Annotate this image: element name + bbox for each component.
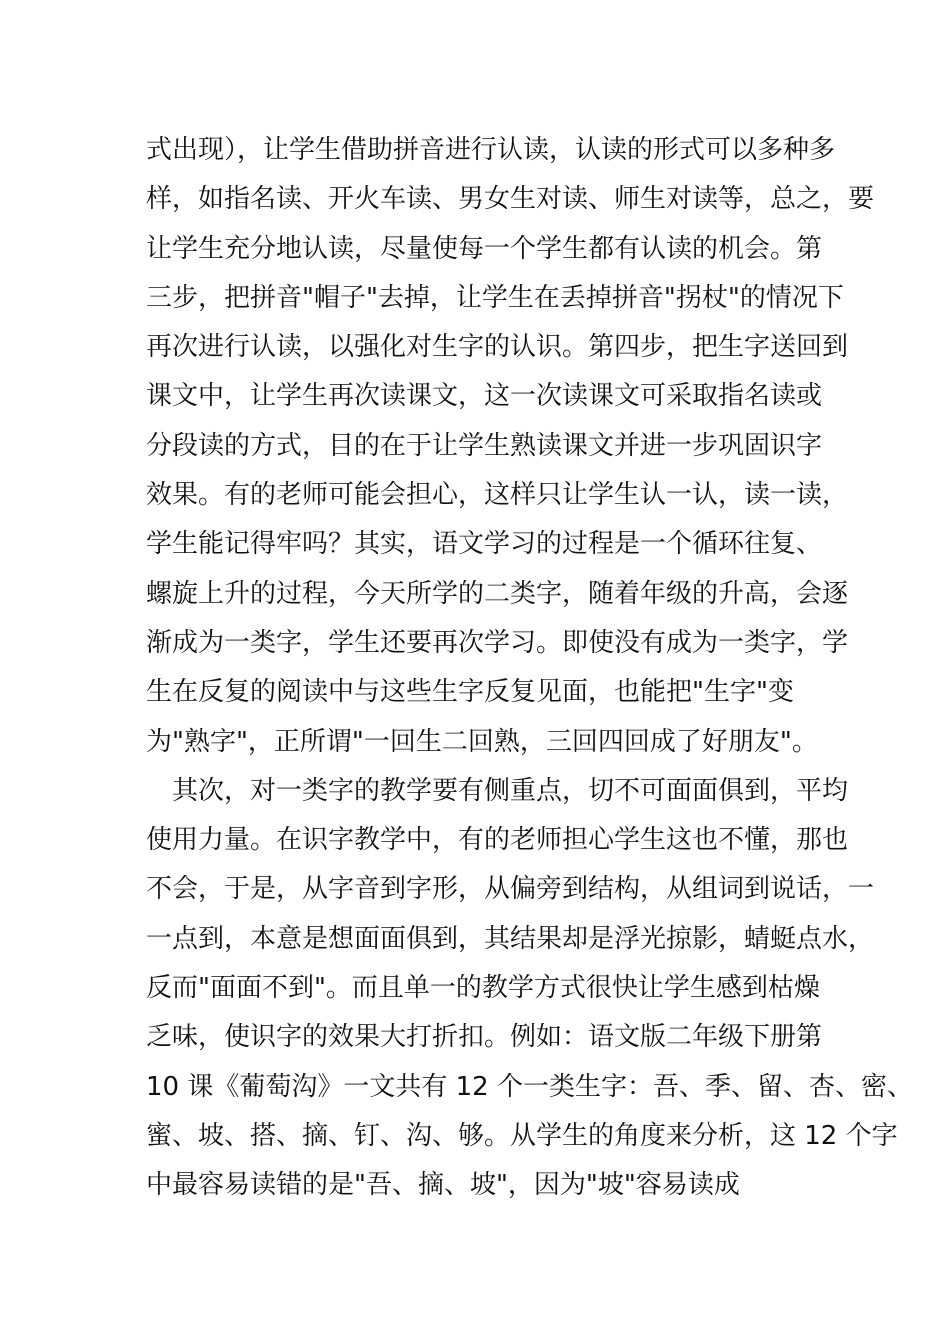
text-line: 为"熟字"，正所谓"一回生二回熟，三回四回成了好朋友"。: [146, 726, 818, 757]
text-line: 其次，对一类字的教学要有侧重点，切不可面面俱到，平均: [146, 775, 849, 806]
text-line: 学生能记得牢吗？其实，语文学习的过程是一个循环往复、: [146, 529, 823, 560]
text-line: 不会，于是，从字音到字形，从偏旁到结构，从组词到说话，一: [146, 874, 875, 905]
text-line: 反而"面面不到"。而且单一的教学方式很快让学生感到枯燥: [146, 973, 820, 1004]
text-line: 分段读的方式，目的在于让学生熟读课文并进一步巩固识字: [146, 430, 823, 461]
text-line: 样，如指名读、开火车读、男女生对读、师生对读等，总之，要: [146, 184, 875, 215]
text-line: 让学生充分地认读，尽量使每一个学生都有认读的机会。第: [146, 233, 823, 264]
text-line: 渐成为一类字，学生还要再次学习。即使没有成为一类字，学: [146, 627, 849, 658]
body-text: [146, 126, 913, 1211]
text-line: 蜜、坡、搭、摘、钉、沟、够。从学生的角度来分析，这 12 个字: [146, 1120, 898, 1151]
text-line: 再次进行认读，以强化对生字的认识。第四步，把生字送回到: [146, 332, 849, 363]
text-line: 中最容易读错的是"吾、摘、坡"，因为"坡"容易读成: [146, 1170, 740, 1201]
text-line: 10 课《葡萄沟》一文共有 12 个一类生字：吾、季、留、杏、密、: [146, 1071, 913, 1102]
text-line: 三步，把拼音"帽子"去掉，让学生在丢掉拼音"拐杖"的情况下: [146, 282, 844, 313]
text-line: 一点到，本意是想面面俱到，其结果却是浮光掠影，蜻蜓点水，: [146, 923, 875, 954]
text-line: 效果。有的老师可能会担心，这样只让学生认一认，读一读，: [146, 480, 849, 511]
text-line: 使用力量。在识字教学中，有的老师担心学生这也不懂，那也: [146, 825, 849, 856]
text-line: 生在反复的阅读中与这些生字反复见面，也能把"生字"变: [146, 677, 794, 708]
text-line: 乏味，使识字的效果大打折扣。例如：语文版二年级下册第: [146, 1022, 823, 1053]
text-line: 式出现），让学生借助拼音进行认读，认读的形式可以多种多: [146, 135, 836, 165]
text-line: 螺旋上升的过程，今天所学的二类字，随着年级的升高，会逐: [146, 578, 849, 609]
text-line: 课文中，让学生再次读课文，这一次读课文可采取指名读或: [146, 381, 823, 412]
